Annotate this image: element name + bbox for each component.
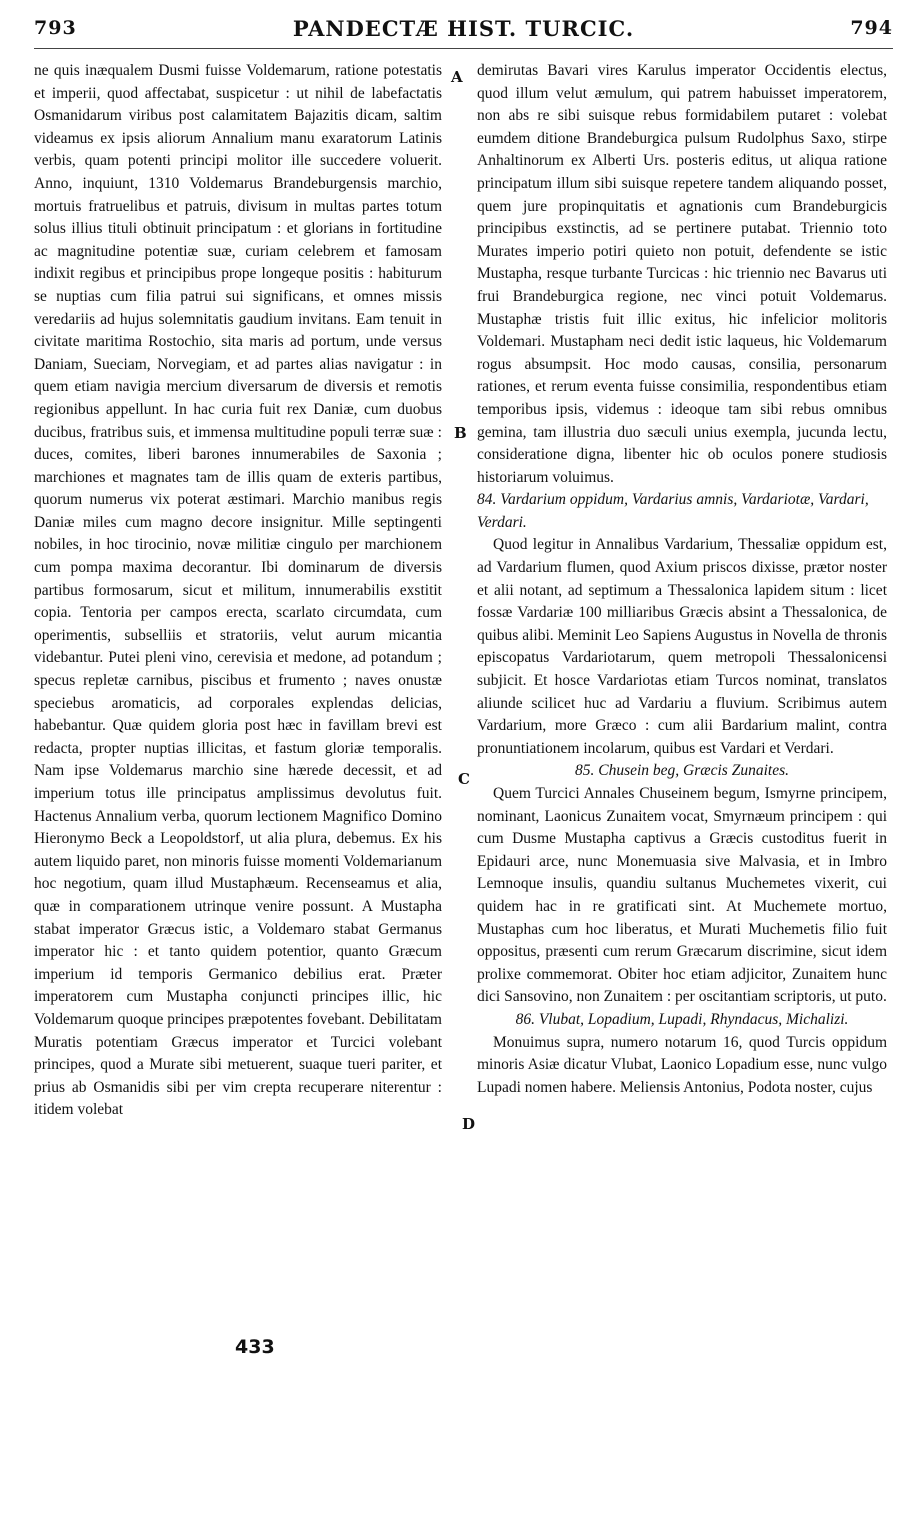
page-header [34, 8, 893, 49]
margin-letter-b: B [454, 424, 467, 442]
right-column-intro: demirutas Bavari vires Karulus imperator Occidentis electus, quod illum velut æmulum, qui patrem habuisset imperatorem, non abs re sibi suisque rebus formidabilem putaret : volebat eumdem ditione Brandeburgica pulsum Rudolphus Saxo, stirpe Anhaltinorum ex Alberti Urs. posteris editus, ut aliqua ratione principatum illum sibi suisque repetere tandem aliquando posset, quem jure propinquitatis et agnationis cum Brandeburgicis principibus exstinctis, ad se pertinere putabat. Triennio toto Murates imperio potiri quieto non potuit, defendente se istic Mustapha, resque turbante Turcicas : hic triennio nec Bavarus uti frui Brandeburgica regione, nec vinci potuit Voldemarus. Mustaphæ tristis fuit illic exitus, hic infelicior molitoris Voldemari. Mustapham neci dedit istic laqueus, hic Voldemarum rogus absumpsit. Hoc modo causas, consilia, personarum rationes, et rerum eventa fuisse consimilia, respondentibus etiam temporibus ipsis, videmus : ideoque tam sibi rebus omnibus gemina, tam illustria duo sæculi unius exempla, jucunda lectu, consideratione digna, libenter hic ob oculos ponere studiosis historiarum voluimus. [477, 62, 887, 486]
left-column [34, 60, 442, 1122]
left-page-number: 793 [34, 17, 77, 39]
section-85-heading: 85. Chusein beg, Græcis Zunaites. [575, 762, 789, 780]
section-86-heading: 86. Vlubat, Lopadium, Lupadi, Rhyndacus, Michalizi. [515, 1010, 849, 1028]
running-title: PANDECTÆ HIST. TURCIC. [292, 15, 635, 41]
section-84-text: Quod legitur in Annalibus Vardarium, Thessaliæ oppidum est, ad Vardarium flumen, quod Axium priscos dixisse, prætor noster et alii notant, ad septimum a Thessalonica lapidem situm : licet fossæ Vardariæ 100 milliaribus Græcis absint a Thessalonica, de quibus alibi. Meminit Leo Sapiens Augustus in Novella de thronis episcopatus Vardariotarum, quem metropoli Thessalonicensi subjicit. Et hosce Vardariotas etiam Turcos nominat, translatos aliunde scilicet huc ad Vardariu a fluvium. Scribimus autem Vardarium, more Græco : cum alii Bardarium malint, contra pronuntiationem incolarum, quibus est Vardari et Verdari. [477, 536, 887, 757]
margin-letter-a: A [451, 68, 463, 86]
section-84-heading: 84. Vardarium oppidum, Vardarius amnis, Vardariotæ, Vardari, Verdari. [477, 491, 869, 531]
signature-mark: 433 [232, 1336, 278, 1358]
margin-letter-c: C [458, 770, 470, 788]
margin-letter-d: D [462, 1115, 476, 1133]
section-86-text: Monuimus supra, numero notarum 16, quod Turcis oppidum minoris Asiæ dicatur Vlubat, Laonico Lopadium esse, nunc vulgo Lupadi nomen habere. Meliensis Antonius, Podota noster, cujus [477, 1033, 887, 1096]
section-85-text: Quem Turcici Annales Chuseinem begum, Ismyrne principem, nominant, Laonicus Zunaitem vocat, Smyrnæum principem : qui cum Dusme Mustapha captivus a Græcis custoditus fuerit in Epidauri arce, nunc Monemuasia sive Malvasia, et in Imbro Lemnoque insulis, quandiu sultanus Muchemetes vixerit, cui quidem hac in re gratificati sint. At Muchemete mortuo, Mustaphas cum hoc liberatus, et Murati Muchemetis filio fuit oppositus, præsenti cum rerum Græcarum discrimine, sicut idem prolixe commemorat. Obiter hoc etiam adjicitor, Zunaitem hunc dici Sansovino, non Zunaitem : per oscitantiam scriptoris, ut puto. [477, 785, 887, 1006]
left-column-text: ne quis inæqualem Dusmi fuisse Voldemarum, ratione potestatis et imperii, quod affectabat, suspicetur : ut nihil de labefactatis Osmanidarum viribus post calamitatem Bajazitis dicam, saltim videamus ex ipsis aliorum Annalium manu exaratorum Latinis verbis, quam potenti principi molitor ille succedere voluerit. Anno, inquiunt, 1310 Voldemarus Brandeburgensis marchio, mortuis fratruelibus et patruis, divisum in multas partes totum solus illius tituli obtinuit principatum : et glorians in fortitudine ac magnitudine potentiæ suæ, curiam celebrem et famosam indixit regibus et principibus prope longeque positis : habiturum se nuptias cum filia patrui sui significans, et omnes missis veredariis ad hujus solemnitatis gaudium invitans. Eam tenuit in civitate maritima Rostochio, sita maris ad portum, unde versus Daniam, Sueciam, Norvegiam, et ad partes alias navigatur : in quem etiam navigia mercium diversarum de diversis et remotis regionibus appellunt. In hac curia fuit rex Daniæ, cum duobus ducibus, fratribus suis, et immensa multitudine populi terræ suæ : duces, comites, liberi barones innumerabiles de Saxonia ; marchiones et magnates tam de illis quam de exteris partibus, quorum numerus vix poterat æstimari. Marchio manibus regis Daniæ miles cum magno decore insignitur. Mille septingenti nobiles, in hoc tirocinio, novæ militiæ cingulo per marchionem cum pompa maxima decorantur. Ibi dominarum de diversis partibus formosarum, sicut et militum, innumerabilis exstitit copia. Tentoria per campos erecta, scarlato circumdata, cum operimentis, subselliis et stratoriis, velut aurum micantia videbantur. Putei pleni vino, cerevisia et medone, ad potandum ; specus repletæ carnibus, piscibus et frumento ; naves onustæ speciebus aromaticis, ad corporales explendas delicias, habebantur. Quæ quidem gloria post hæc in favillam brevi est redacta, propter nuptias illicitas, et fastum gloriæ temporalis. Nam ipse Voldemarus marchio sine hærede decessit, et ad imperium totus ille principatus amplissimus devolutus fuit. Hactenus Annalium verba, quorum lectionem Magnifico Domino Hieronymo Beck a Leopoldstorf, ut alia plura, debemus. Ex his autem liquido paret, non minoris fuisse momenti Voldemarianum hoc negotium, quam illud Mustaphæum. Recenseamus et alia, quæ in comparationem utrinque venire possunt. A Mustapha stabat imperator Græcus istic, a Voldemaro stabat Germanus imperator hic : et tanto quidem potentior, quanto Græcum imperium id temporis Germanico debilius erat. Præter imperatorem cum Mustapha conjuncti principes illic, hic Voldemarum quoque principes præpotentes fovebant. Debilitatam Muratis potentiam Græcus imperator et Turcici volebant principes, quod a Murate sibi metuerent, suaque tueri pariter, et prius ab Osmanidis sibi per vim crepta recuperare niterentur : itidem volebat [34, 62, 442, 1119]
right-column [477, 60, 887, 1099]
right-page-number: 794 [850, 17, 893, 39]
